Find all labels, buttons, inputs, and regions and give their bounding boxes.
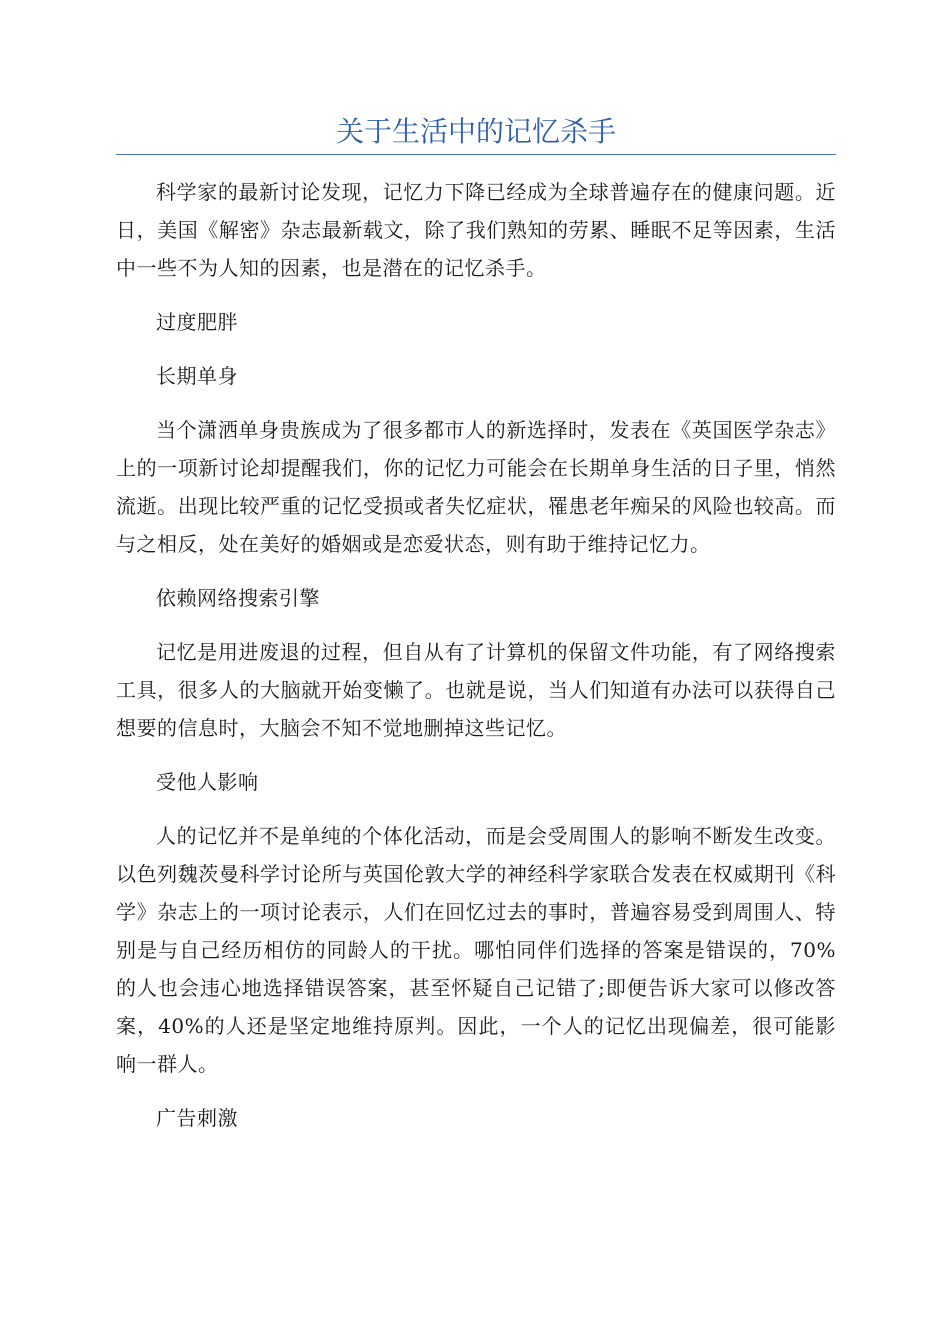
title-underline bbox=[116, 154, 836, 155]
paragraph-influence: 人的记忆并不是单纯的个体化活动，而是会受周围人的影响不断发生改变。以色列魏茨曼科学讨论所与英国伦敦大学的神经科学家联合发表在权威期刊《科学》杂志上的一项讨论表示，人们在回忆过去的事时，普遍容易受到周围人、特别是与自己经历相仿的同龄人的干扰。哪怕同伴们选择的答案是错误的，70%的人也会违心地选择错误答案，甚至怀疑自己记错了;即便告诉大家可以修改答案，40%的人还是坚定地维持原判。因此，一个人的记忆出现偏差，很可能影响一群人。 bbox=[116, 824, 836, 1076]
paragraph-search-engine: 记忆是用进废退的过程，但自从有了计算机的保留文件功能，有了网络搜索工具，很多人的大脑就开始变懒了。也就是说，当人们知道有办法可以获得自己想要的信息时，大脑会不知不觉地删掉这些记忆。 bbox=[116, 640, 836, 740]
paragraph-intro: 科学家的最新讨论发现，记忆力下降已经成为全球普遍存在的健康问题。近日，美国《解密》杂志最新载文，除了我们熟知的劳累、睡眠不足等因素，生活中一些不为人知的因素，也是潜在的记忆杀手。 bbox=[116, 180, 836, 280]
section-heading-search-engine: 依赖网络搜索引擎 bbox=[156, 586, 320, 610]
document-page bbox=[116, 112, 836, 1153]
section-heading-single: 长期单身 bbox=[156, 364, 238, 388]
section-heading-influence: 受他人影响 bbox=[156, 770, 259, 794]
document-title: 关于生活中的记忆杀手 bbox=[335, 115, 616, 148]
paragraph-single: 当个潇洒单身贵族成为了很多都市人的新选择时，发表在《英国医学杂志》上的一项新讨论却提醒我们，你的记忆力可能会在长期单身生活的日子里，悄然流逝。出现比较严重的记忆受损或者失忆症状，罹患老年痴呆的风险也较高。而与之相反，处在美好的婚姻或是恋爱状态，则有助于维持记忆力。 bbox=[116, 418, 836, 556]
section-heading-obesity: 过度肥胖 bbox=[156, 310, 238, 334]
section-heading-advertising: 广告刺激 bbox=[156, 1106, 238, 1130]
